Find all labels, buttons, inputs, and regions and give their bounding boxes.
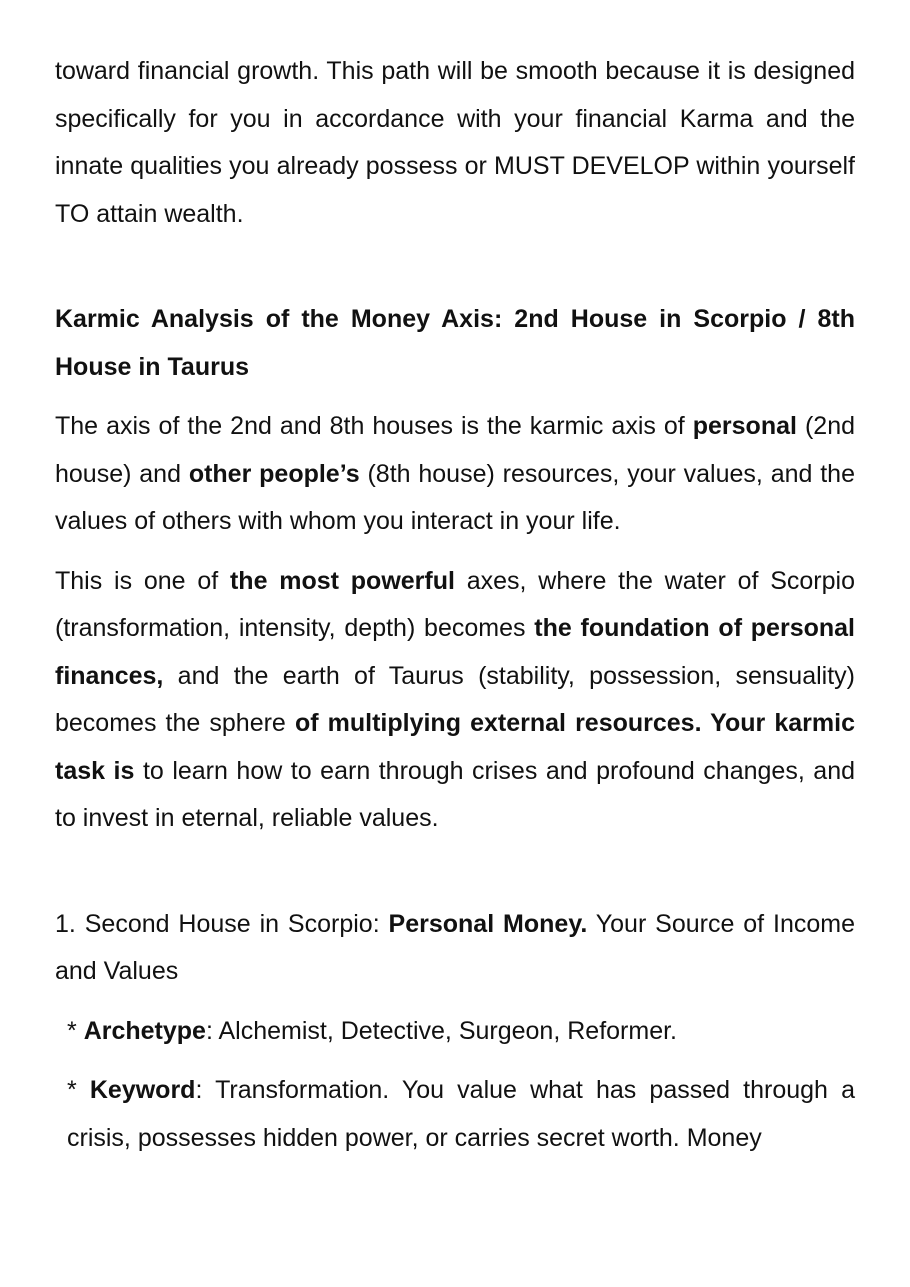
- intro-paragraph: toward financial growth. This path will be smooth because it is designed specifically for you in accordance with your financial Karma and the innate qualities you already possess or MUST DEVELOP within yourself TO attain wealth.: [55, 57, 855, 228]
- axis-text-3: (8th house) resources, your values, and the values of others with whom you interact in your life.: [55, 459, 855, 535]
- archetype-label: Archetype: [83, 1016, 206, 1045]
- powerful-text-1: This is one of: [55, 566, 230, 595]
- powerful-text-4: to learn how to earn through crises and profound changes, and to invest in eternal, reliable values.: [55, 756, 855, 832]
- section-1-text-1: 1. Second House in Scorpio:: [55, 909, 389, 938]
- powerful-bold-2: the foundation of personal finances,: [55, 614, 855, 690]
- axis-text-2: (2nd house) and: [55, 412, 855, 488]
- archetype-prefix: *: [67, 1016, 84, 1045]
- keyword-prefix: *: [67, 1076, 90, 1104]
- powerful-text-2: axes, where the water of Scorpio (transformation, intensity, depth) becomes: [55, 566, 855, 642]
- axis-text-1: The axis of the 2nd and 8th houses is the karmic axis of: [55, 412, 693, 440]
- keyword-label: Keyword: [89, 1076, 196, 1104]
- section-1-bold: Personal Money.: [388, 909, 588, 938]
- axis-bold-others: other people’s: [188, 459, 360, 488]
- archetype-text: : Alchemist, Detective, Surgeon, Reformer.: [205, 1016, 677, 1045]
- keyword-text: : Transformation. You value what has passed through a crisis, possesses hidden power, or carries secret worth. Money: [67, 1076, 855, 1152]
- keyword-bullet: [55, 1067, 855, 1162]
- powerful-bold-3: of multiplying external resources. Your karmic task is: [55, 709, 855, 785]
- section-1-text-2: Your Source of Income and Values: [55, 909, 855, 985]
- axis-paragraph: [55, 403, 855, 546]
- archetype-bullet: [55, 1008, 855, 1056]
- powerful-axis-paragraph: [55, 558, 855, 843]
- axis-bold-personal: personal: [692, 412, 797, 440]
- powerful-text-3: and the earth of Taurus (stability, possession, sensuality) becomes the sphere: [55, 661, 855, 737]
- powerful-bold-1: the most powerful: [229, 566, 455, 595]
- document-page: [55, 48, 855, 1174]
- section-1-title: [55, 901, 855, 996]
- section-heading: Karmic Analysis of the Money Axis: 2nd House in Scorpio / 8th House in Taurus: [55, 305, 855, 381]
